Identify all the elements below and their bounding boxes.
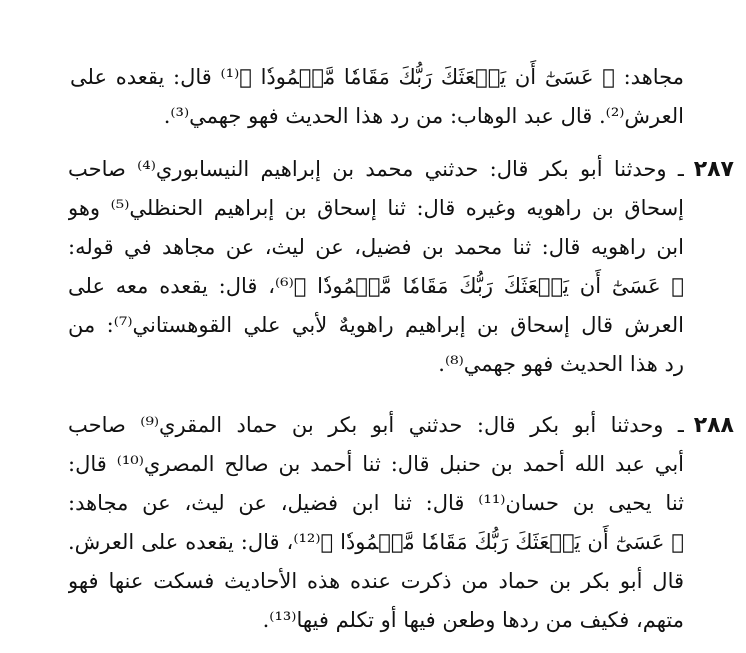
text-line: العرش قال إسحاق بن إبراهيم راهويهٌ لأبي علي القوهستاني⁽⁷⁾: من (68, 313, 684, 337)
text-line: ﴿ عَسَىٰٓ أَن يَبۡعَثَكَ رَبُّكَ مَقَامٗا مَّحۡمُودٗا ﴾⁽¹²⁾، قال: يقعده على العرش. (68, 530, 684, 554)
text-line: ابن راهويه قال: ثنا محمد بن فضيل، عن ليث، عن مجاهد في قوله: (68, 235, 684, 259)
text-line: متهم، فكيف من ردها وطعن فيها أو تكلم فيها⁽¹³⁾. (262, 608, 684, 632)
text-line: العرش⁽²⁾. قال عبد الوهاب: من رد هذا الحديث فهو جهمي⁽³⁾. (163, 104, 684, 128)
text-line: ثنا يحيى بن حسان⁽¹¹⁾ قال: ثنا ابن فضيل، عن ليث، عن مجاهد: (68, 491, 684, 515)
entry-287 (68, 150, 684, 384)
entry-number: ٢٨٨ (693, 413, 734, 438)
text-line: قال أبو بكر بن حماد من ذكرت عنده هذه الأحاديث فسكت عنها فهو (68, 569, 684, 593)
text-line: إسحاق بن راهويه وغيره قال: ثنا إسحاق بن إبراهيم الحنظلي⁽⁵⁾ وهو (68, 196, 684, 220)
entry-288 (68, 406, 684, 640)
entry-number: ٢٨٧ (693, 157, 734, 182)
text-line: رد هذا الحديث فهو جهمي⁽⁸⁾. (438, 352, 684, 376)
paragraph-top (70, 58, 684, 136)
text-line: أبي عبد الله أحمد بن حنبل قال: ثنا أحمد بن صالح المصري⁽¹⁰⁾ قال: (68, 452, 684, 476)
text-line: ـ وحدثنا أبو بكر قال: حدثني أبو بكر بن حماد المقري⁽⁹⁾ صاحب (68, 413, 684, 437)
text-line: مجاهد: ﴿ عَسَىٰٓ أَن يَبۡعَثَكَ رَبُّكَ مَقَامٗا مَّحۡمُودٗا ﴾⁽¹⁾ قال: يقعده على (70, 65, 684, 89)
text-line: ﴿ عَسَىٰٓ أَن يَبۡعَثَكَ رَبُّكَ مَقَامٗا مَّحۡمُودٗا ﴾⁽⁶⁾، قال: يقعده معه على (68, 274, 684, 298)
text-line: ـ وحدثنا أبو بكر قال: حدثني محمد بن إبراهيم النيسابوري⁽⁴⁾ صاحب (68, 157, 684, 181)
